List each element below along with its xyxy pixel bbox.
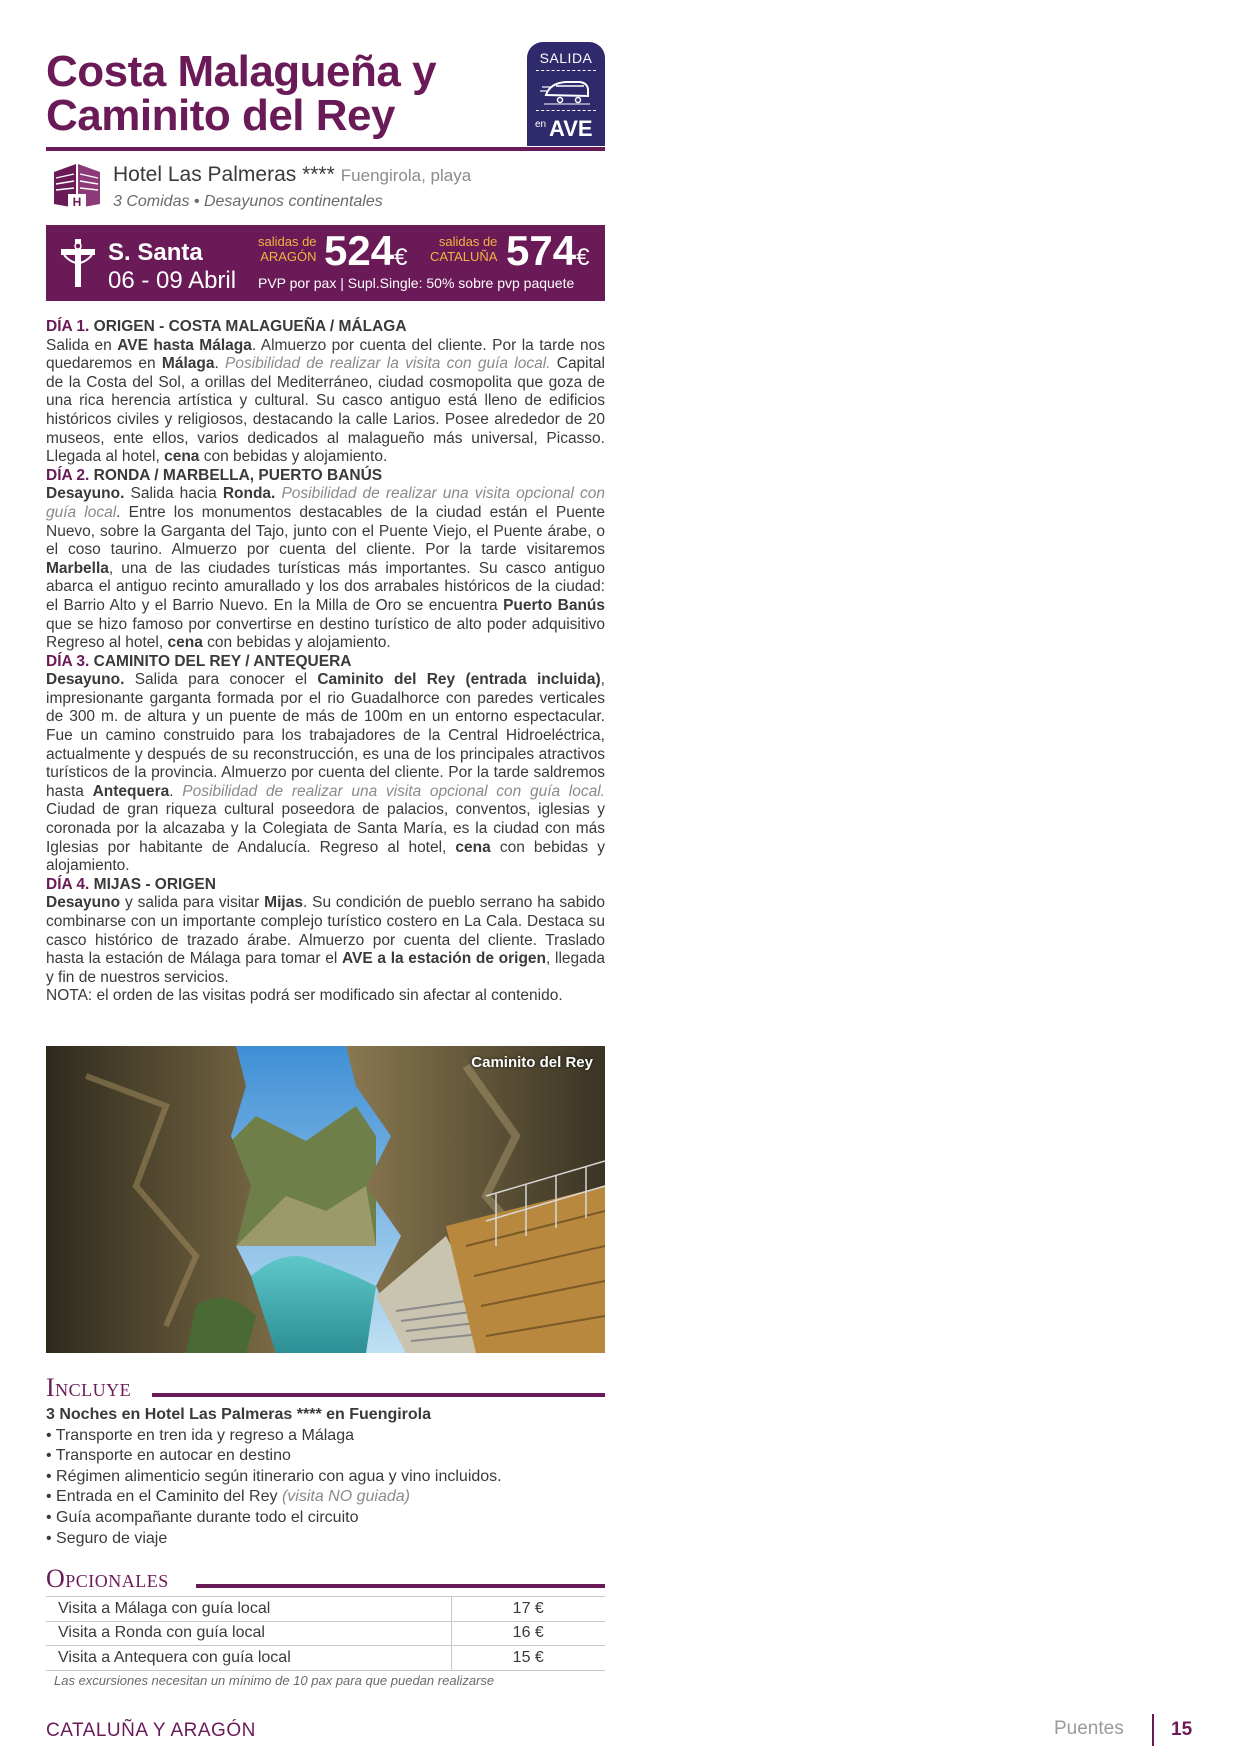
cataluna-from-line2: CATALUÑA (430, 249, 498, 264)
price-band (46, 225, 605, 301)
hotel-building-icon (52, 160, 102, 210)
aragon-price (324, 227, 407, 275)
incluye-list (46, 1405, 605, 1549)
season-dates: 06 - 09 Abril (108, 267, 237, 294)
aragon-from-line1: salidas de (258, 234, 317, 249)
title-line-1: Costa Malagueña y (46, 47, 437, 96)
title-divider (46, 147, 605, 151)
option-price: 15 € (451, 1646, 605, 1671)
badge-divider-bottom (536, 110, 596, 111)
cataluna-currency: € (576, 244, 590, 271)
train-icon (540, 75, 592, 105)
svg-text:H: H (72, 195, 82, 209)
gorge-illustration (46, 1046, 605, 1353)
aragon-price-value: 524 (324, 227, 395, 274)
page-number: 15 (1171, 1719, 1193, 1740)
list-item: • Guía acompañante durante todo el circuito (46, 1508, 359, 1526)
easter-cross-icon (58, 237, 98, 289)
cataluna-from-label (430, 234, 497, 264)
ave-departure-badge (527, 42, 605, 146)
cataluna-price-value: 574 (506, 227, 577, 274)
itinerary (46, 318, 605, 1006)
option-name: Visita a Ronda con guía local (46, 1621, 451, 1646)
title-line-2: Caminito del Rey (46, 91, 395, 140)
footer-divider (1152, 1714, 1154, 1746)
footer-section: Puentes (1054, 1718, 1124, 1739)
hotel-name-line (113, 163, 471, 187)
day-1-text: Salida en AVE hasta Málaga. Almuerzo por cuenta del cliente. Por la tarde nos quedaremos en Málaga. Posibilidad de realizar la visita con guía local. Capital de la Costa del Sol, a orillas del Mediterráneo, ciudad cosmopolita que goza de una rica herencia artística y cultural. Su casco antiguo está lleno de edificios históricos civiles y religiosos, destacando la calle Larios. Posee alrededor de 20 museos, ente ellos, varios dedicados al malagueño más universal, Picasso. Llegada al hotel, cena con bebidas y alojamiento. (46, 336, 605, 466)
day-3-text: Desayuno. Salida para conocer el Caminito del Rey (entrada incluida), impresionante garganta formada por el rio Guadalhorce con paredes verticales de 300 m. de altura y un puente de más de 100m en un entorno espectacular. Fue un camino construido para los trabajadores de la Central Hidroeléctrica, actualmente y después de su reconstrucción, es una de los principales atractivos turísticos de la provincia. Almuerzo por cuenta del cliente. Por la tarde saldremos hasta Antequera. Posibilidad de realizar una visita opcional con guía local. Ciudad de gran riqueza cultural poseedora de palacios, conventos, iglesias y coronada por la alcazaba y la Colegiata de Santa María, es la ciudad con más Iglesias por habitante de Andalucía. Regreso al hotel, cena con bebidas y alojamiento. (46, 671, 605, 875)
caminito-del-rey-photo (46, 1046, 605, 1353)
table-row (46, 1597, 605, 1622)
badge-en-label: en (535, 119, 547, 130)
list-item: • Transporte en autocar en destino (46, 1447, 291, 1465)
hotel-name: Hotel Las Palmeras **** (113, 163, 335, 186)
aragon-currency: € (394, 244, 408, 271)
price-note: PVP por pax | Supl.Single: 50% sobre pvp paquete (258, 275, 575, 291)
opcionales-note: Las excursiones necesitan un mínimo de 10 pax para que puedan realizarse (54, 1673, 495, 1688)
option-name: Visita a Antequera con guía local (46, 1646, 451, 1671)
day-1-heading: DÍA 1. ORIGEN - COSTA MALAGUEÑA / MÁLAGA (46, 318, 407, 335)
footer-region: CATALUÑA Y ARAGÓN (46, 1720, 256, 1741)
opcionales-divider (196, 1584, 605, 1588)
day-4-text: Desayuno y salida para visitar Mijas. Su condición de pueblo serrano ha sabido combinarse con un importante complejo turístico costero en La Cala. Destaca su casco histórico de trazado árabe. Almuerzo por cuenta del cliente. Traslado hasta la estación de Málaga para tomar el AVE a la estación de origen, llegada y fin de nuestros servicios. (46, 894, 606, 986)
list-item: • Transporte en tren ida y regreso a Málaga (46, 1426, 354, 1444)
badge-ave-label: AVE (549, 116, 593, 141)
table-row (46, 1646, 605, 1671)
incluye-heading: INCLUYE (46, 1373, 132, 1402)
photo-caption: Caminito del Rey (471, 1054, 593, 1071)
opcionales-table (46, 1596, 605, 1671)
cataluna-price (506, 227, 589, 275)
incluye-hotel-nights: 3 Noches en Hotel Las Palmeras **** en Fuengirola (46, 1406, 432, 1423)
hotel-location: Fuengirola, playa (340, 166, 472, 185)
day-2-text: Desayuno. Salida hacia Ronda. Posibilidad de realizar una visita opcional con guía local. Entre los monumentos destacables de la ciudad están el Puente Nuevo, sobre la Garganta del Tajo, junto con el Puente Viejo, el Puente árabe, o el coso taurino. Almuerzo por cuenta del cliente. Por la tarde visitaremos Marbella, una de las ciudades turísticas más importantes. Su casco antiguo abarca el antiguo recinto amurallado y los dos arrabales históricos de la ciudad: el Barrio Alto y el Barrio Nuevo. En la Milla de Oro se encuentra Puerto Banús que se hizo famoso por convertirse en destino turístico de alto poder adquisitivo Regreso al hotel, cena con bebidas y alojamiento. (46, 485, 606, 652)
cataluna-from-line1: salidas de (438, 234, 498, 249)
list-item: • Entrada en el Caminito del Rey (visita NO guiada) (46, 1488, 410, 1506)
option-name: Visita a Málaga con guía local (46, 1597, 451, 1622)
aragon-from-line2: ARAGÓN (260, 249, 317, 264)
list-item: • Régimen alimenticio según itinerario con agua y vino incluidos. (46, 1467, 502, 1485)
option-price: 16 € (451, 1621, 605, 1646)
itinerary-note: NOTA: el orden de las visitas podrá ser modificado sin afectar al contenido. (46, 987, 563, 1005)
list-item: • Seguro de viaje (46, 1529, 168, 1547)
day-4-heading: DÍA 4. MIJAS - ORIGEN (46, 875, 216, 893)
option-price: 17 € (451, 1597, 605, 1622)
table-row (46, 1621, 605, 1646)
hotel-meals: 3 Comidas • Desayunos continentales (113, 193, 383, 210)
opcionales-heading: OPCIONALES (46, 1564, 169, 1593)
badge-divider-top (536, 70, 596, 71)
badge-salida-label: SALIDA (539, 50, 593, 66)
page-title (46, 47, 506, 140)
incluye-divider (152, 1393, 605, 1397)
aragon-from-label (258, 234, 317, 264)
season-name: S. Santa (108, 239, 203, 266)
day-3-heading: DÍA 3. CAMINITO DEL REY / ANTEQUERA (46, 652, 352, 670)
day-2-heading: DÍA 2. RONDA / MARBELLA, PUERTO BANÚS (46, 466, 383, 484)
